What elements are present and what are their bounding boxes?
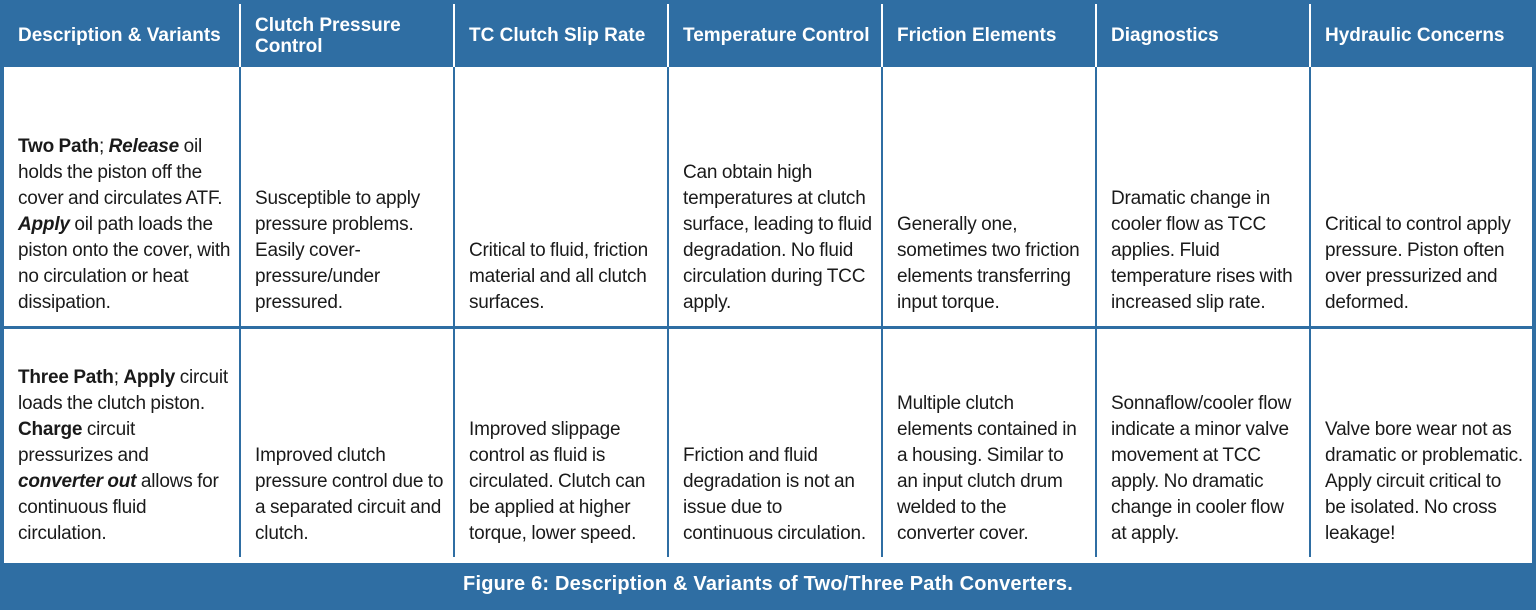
keyword-converter-out: converter out	[18, 471, 137, 492]
cell-two-path-temperature: Can obtain high temperatures at clutch surface, leading to fluid degradation. No fluid circulation during TCC apply.	[668, 67, 882, 327]
cell-two-path-clutch-pressure: Susceptible to apply pressure problems. Easily cover-pressure/under pressured.	[240, 67, 454, 327]
text-segment: ;	[113, 367, 124, 388]
text-segment: circuit pressurizes and	[18, 419, 149, 466]
keyword-charge: Charge	[18, 419, 83, 440]
cell-three-path-clutch-pressure: Improved clutch pressure control due to a separated circuit and clutch.	[240, 327, 454, 557]
cell-three-path-description	[4, 327, 240, 557]
table-header-row	[4, 4, 1532, 67]
table-row-two-path	[4, 67, 1532, 327]
cell-three-path-slip-rate: Improved slippage control as fluid is circulated. Clutch can be applied at higher torque, lower speed.	[454, 327, 668, 557]
keyword-apply: Apply	[18, 213, 70, 235]
header-hydraulic-concerns: Hydraulic Concerns	[1310, 4, 1532, 67]
header-description-variants: Description & Variants	[4, 4, 240, 67]
header-clutch-pressure-control: Clutch Pressure Control	[240, 4, 454, 67]
header-friction-elements: Friction Elements	[882, 4, 1096, 67]
text-segment: oil path loads the piston onto the cover, with no circulation or heat dissipation.	[18, 213, 231, 313]
text-segment: oil holds the piston off the cover and circulates ATF.	[18, 135, 223, 209]
cell-two-path-friction: Generally one, sometimes two friction elements transferring input torque.	[882, 67, 1096, 327]
variant-title: Two Path	[18, 135, 99, 157]
cell-three-path-hydraulic: Valve bore wear not as dramatic or problematic. Apply circuit critical to be isolated. No cross leakage!	[1325, 419, 1523, 544]
text-segment: circuit loads the clutch piston.	[18, 367, 228, 414]
keyword-release: Release	[108, 135, 180, 157]
figure-caption: Figure 6: Description & Variants of Two/Three Path Converters.	[4, 563, 1532, 606]
header-diagnostics: Diagnostics	[1096, 4, 1310, 67]
cell-two-path-description	[4, 67, 240, 327]
header-temperature-control: Temperature Control	[668, 4, 882, 67]
cell-two-path-slip-rate: Critical to fluid, friction material and all clutch surfaces.	[454, 67, 668, 327]
header-tc-clutch-slip-rate: TC Clutch Slip Rate	[454, 4, 668, 67]
cell-three-path-diagnostics: Sonnaflow/cooler flow indicate a minor valve movement at TCC apply. No dramatic change in cooler flow at apply.	[1096, 327, 1310, 557]
text-segment: ;	[98, 135, 109, 157]
text-segment: allows for continuous fluid circulation.	[18, 471, 219, 544]
table-row-three-path	[4, 327, 1532, 557]
keyword-apply: Apply	[123, 367, 176, 388]
cell-three-path-friction: Multiple clutch elements contained in a housing. Similar to an input clutch drum welded to the converter cover.	[882, 327, 1096, 557]
converter-comparison-table	[4, 4, 1532, 557]
cell-two-path-diagnostics: Dramatic change in cooler flow as TCC applies. Fluid temperature rises with increased slip rate.	[1096, 67, 1310, 327]
variant-title: Three Path	[18, 367, 114, 388]
cell-three-path-temperature: Friction and fluid degradation is not an issue due to continuous circulation.	[668, 327, 882, 557]
cell-two-path-hydraulic: Critical to control apply pressure. Piston often over pressurized and deformed.	[1310, 67, 1532, 327]
